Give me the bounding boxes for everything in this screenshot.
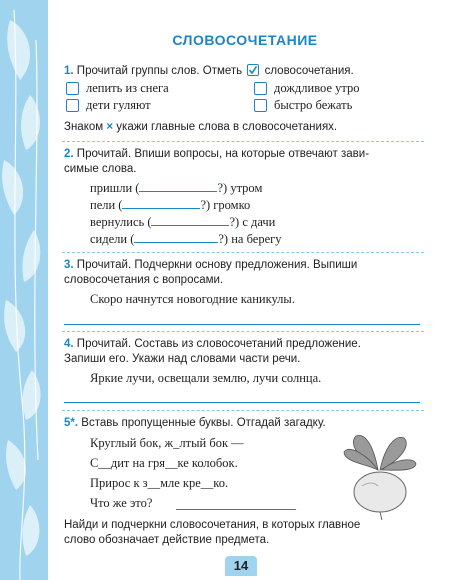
task1-note-end: укажи главные слова в словосочетаниях. — [116, 121, 338, 133]
task2-line3-start: вернулись ( — [90, 215, 152, 229]
riddle-answer-line[interactable] — [176, 509, 296, 510]
task2-line-4 — [90, 232, 282, 246]
task2-number: 2. — [64, 148, 74, 160]
answer-line-task3[interactable] — [64, 324, 420, 325]
checkbox-option-4[interactable] — [254, 99, 267, 112]
task3-text1: Прочитай. Подчеркни основу предложения. Выпиши — [76, 259, 358, 271]
task4-number: 4. — [64, 338, 74, 350]
leaf-pattern-icon — [0, 0, 48, 580]
task3-instruction-line1 — [64, 258, 357, 272]
checkbox-option-2[interactable] — [254, 82, 267, 95]
riddle-line-3: Прирос к з__мле кре__ко. — [90, 476, 229, 490]
option-3-label: дети гуляют — [86, 98, 151, 112]
page-title: СЛОВОСОЧЕТАНИЕ — [172, 32, 318, 48]
option-2-label: дождливое утро — [274, 81, 360, 95]
task2-instruction-line2: симые слова. — [64, 163, 137, 175]
checkbox-option-3[interactable] — [66, 99, 79, 112]
decorative-side-band — [0, 0, 48, 580]
task2-instruction-line1 — [64, 147, 369, 161]
task2-line-2 — [90, 198, 250, 212]
task5-final-line1: Найди и подчеркни словосочетания, в которых главное — [64, 519, 361, 531]
checkbox-option-1[interactable] — [66, 82, 79, 95]
checkmark-sample-icon — [247, 64, 259, 76]
task2-line3-end: ?) с дачи — [229, 215, 276, 229]
task1-number: 1. — [64, 65, 74, 77]
divider — [62, 252, 424, 253]
task5-text: Вставь пропущенные буквы. Отгадай загадку. — [81, 417, 326, 429]
answer-blank-2[interactable] — [122, 198, 200, 209]
task1-instruction — [64, 64, 354, 78]
answer-blank-4[interactable] — [134, 232, 218, 243]
task4-instruction-line2: Запиши его. Укажи над словами части речи. — [64, 353, 301, 365]
riddle-line-2: С__дит на гря__ке колобок. — [90, 456, 238, 470]
task4-instruction-line1 — [64, 337, 361, 351]
task1-text-end: словосочетания. — [264, 65, 354, 77]
riddle-line-1: Круглый бок, ж_лтый бок — — [90, 436, 244, 450]
task3-instruction-line2: словосочетания с вопросами. — [64, 274, 224, 286]
task4-sentence: Яркие лучи, освещали землю, лучи солнца. — [90, 371, 322, 385]
divider — [62, 141, 424, 142]
task2-text1: Прочитай. Впиши вопросы, на которые отвечают зави- — [76, 148, 370, 160]
task2-line1-start: пришли ( — [90, 181, 140, 195]
task2-line1-end: ?) утром — [217, 181, 263, 195]
divider — [62, 410, 424, 411]
task5-final-line2: слово обозначает действие предмета. — [64, 534, 270, 546]
task4-text1: Прочитай. Составь из словосочетаний предложение. — [76, 338, 361, 350]
cross-mark-icon: × — [106, 121, 114, 133]
task5-number: 5*. — [64, 417, 79, 429]
task2-line4-start: сидели ( — [90, 232, 135, 246]
answer-line-task4[interactable] — [64, 402, 420, 403]
turnip-illustration-icon — [340, 430, 420, 520]
answer-blank-1[interactable] — [139, 181, 217, 192]
task1-note — [64, 120, 337, 134]
task2-line-3 — [90, 215, 275, 229]
option-4-label: быстро бежать — [274, 98, 353, 112]
option-1-label: лепить из снега — [86, 81, 169, 95]
task2-line-1 — [90, 181, 262, 195]
task1-note-start: Знаком — [64, 121, 104, 133]
riddle-line-4: Что же это? — [90, 496, 153, 510]
answer-blank-3[interactable] — [151, 215, 229, 226]
task2-line2-end: ?) громко — [200, 198, 251, 212]
task5-instruction — [64, 416, 326, 430]
task3-number: 3. — [64, 259, 74, 271]
page-number: 14 — [225, 556, 257, 576]
task3-sentence: Скоро начнутся новогодние каникулы. — [90, 292, 295, 306]
task2-line2-start: пели ( — [90, 198, 123, 212]
task1-text: Прочитай группы слов. Отметь — [76, 65, 243, 77]
divider — [62, 331, 424, 332]
task2-line4-end: ?) на берегу — [218, 232, 282, 246]
